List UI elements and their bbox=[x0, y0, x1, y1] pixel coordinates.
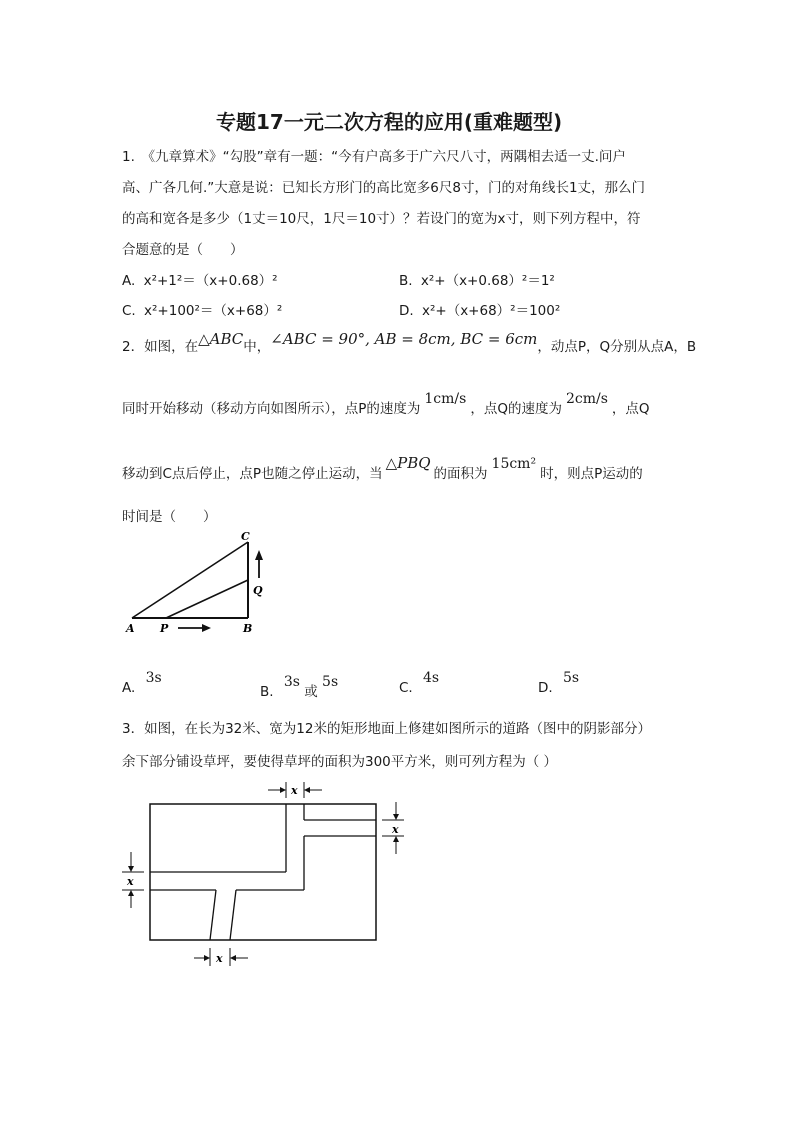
dim-label-right: x bbox=[392, 823, 399, 836]
q2-text: 移动到C点后停止，点P也随之停止运动，当 bbox=[122, 466, 383, 482]
q2-line-1 bbox=[122, 330, 697, 355]
arrow-right-icon bbox=[280, 787, 286, 793]
road-figure bbox=[118, 776, 418, 976]
arrow-right-icon bbox=[202, 624, 211, 632]
triangle-figure bbox=[118, 528, 278, 638]
q2-line-2 bbox=[122, 391, 650, 417]
q1-line-2: 高、广各几何.”大意是说：已知长方形门的高比宽多6尺8寸，门的对角线长1丈，那么门 bbox=[122, 180, 646, 196]
label-b: B bbox=[243, 622, 253, 635]
road-edge bbox=[230, 890, 236, 940]
q2-text: 的面积为 bbox=[433, 466, 488, 482]
segment-pq bbox=[166, 580, 248, 618]
option-value-2: 5s bbox=[322, 674, 339, 690]
option-value: 5s bbox=[562, 670, 580, 686]
q2-text: ，动点P，Q分别从点A，B bbox=[537, 339, 697, 355]
option-text: x²+100²＝（x+68）² bbox=[144, 303, 283, 319]
q2-line-3 bbox=[122, 454, 643, 482]
q2-text: 2．如图，在 bbox=[122, 339, 199, 355]
option-letter: A. bbox=[122, 273, 136, 289]
dim-label-bottom: x bbox=[216, 952, 223, 965]
area-value: 15cm² bbox=[491, 456, 537, 472]
option-letter: C. bbox=[399, 680, 413, 696]
q2-text: 中， bbox=[243, 339, 271, 355]
q2-option-d[interactable] bbox=[538, 670, 579, 696]
q1-line-3: 的高和宽各是多少（1丈＝10尺，1尺＝10寸）？若设门的宽为x寸，则下列方程中，符 bbox=[122, 211, 641, 227]
q1-line-1: 1. 《九章算术》“勾股”章有一题：“今有户高多于广六尺八寸，两隅相去适一丈.问户 bbox=[122, 149, 626, 165]
option-letter: C. bbox=[122, 303, 136, 319]
option-letter: D. bbox=[538, 680, 553, 696]
q1-line-4: 合题意的是（ ） bbox=[122, 242, 244, 258]
option-letter: D. bbox=[399, 303, 414, 319]
page-title: 专题17一元二次方程的应用(重难题型) bbox=[216, 110, 563, 134]
q2-text: ，点Q bbox=[611, 401, 650, 417]
arrow-up-icon bbox=[393, 836, 399, 842]
option-value: 3s bbox=[145, 670, 162, 686]
option-text: x²+（x+68）²＝100² bbox=[421, 303, 561, 319]
q3-line-1: 3．如图，在长为32米、宽为12米的矩形地面上修建如图所示的道路（图中的阴影部分） bbox=[122, 721, 651, 737]
option-letter: B. bbox=[399, 273, 413, 289]
q1-option-b[interactable] bbox=[399, 269, 555, 289]
option-value-1: 3s bbox=[283, 674, 300, 690]
q1-option-d[interactable] bbox=[399, 299, 560, 319]
q1-option-c[interactable] bbox=[122, 299, 282, 319]
q3-line-2: 余下部分铺设草坪，要使得草坪的面积为300平方米，则可列方程为（ ） bbox=[122, 754, 558, 770]
q2-text: ，点Q的速度为 bbox=[470, 401, 562, 417]
speed-p: 1cm/s bbox=[424, 391, 467, 407]
arrow-up-icon bbox=[255, 550, 263, 560]
q1-option-a[interactable] bbox=[122, 269, 278, 289]
option-text: x²+1²＝（x+0.68）² bbox=[143, 273, 278, 289]
label-a: A bbox=[126, 622, 135, 635]
q2-option-c[interactable] bbox=[399, 670, 439, 696]
option-letter: A. bbox=[122, 680, 136, 696]
condition-math: ∠ABC = 90°, AB = 8cm, BC = 6cm bbox=[270, 330, 538, 348]
dim-label-top: x bbox=[291, 784, 298, 797]
arrow-up-icon bbox=[128, 890, 134, 896]
label-c: C bbox=[241, 530, 250, 543]
triangle-abc: △ABC bbox=[198, 330, 244, 348]
q2-option-a[interactable] bbox=[122, 670, 162, 696]
q2-line-4: 时间是（ ） bbox=[122, 509, 217, 525]
dim-label-left: x bbox=[127, 875, 134, 888]
triangle-pbq: △PBQ bbox=[385, 454, 431, 472]
option-letter: B. bbox=[260, 684, 274, 700]
q2-text: 同时开始移动（移动方向如图所示），点P的速度为 bbox=[122, 401, 421, 417]
arrow-down-icon bbox=[393, 814, 399, 820]
label-q: Q bbox=[253, 584, 263, 597]
road-edge bbox=[210, 890, 216, 940]
arrow-right-icon bbox=[204, 955, 210, 961]
option-text: x²+（x+0.68）²＝1² bbox=[420, 273, 555, 289]
q2-text: 时，则点P运动的 bbox=[540, 466, 643, 482]
label-p: P bbox=[160, 622, 169, 635]
option-or: 或 bbox=[304, 684, 318, 700]
speed-q: 2cm/s bbox=[565, 391, 608, 407]
arrow-down-icon bbox=[128, 866, 134, 872]
q2-option-b[interactable] bbox=[260, 670, 339, 700]
arrow-left-icon bbox=[230, 955, 236, 961]
arrow-left-icon bbox=[304, 787, 310, 793]
option-value: 4s bbox=[423, 670, 440, 686]
